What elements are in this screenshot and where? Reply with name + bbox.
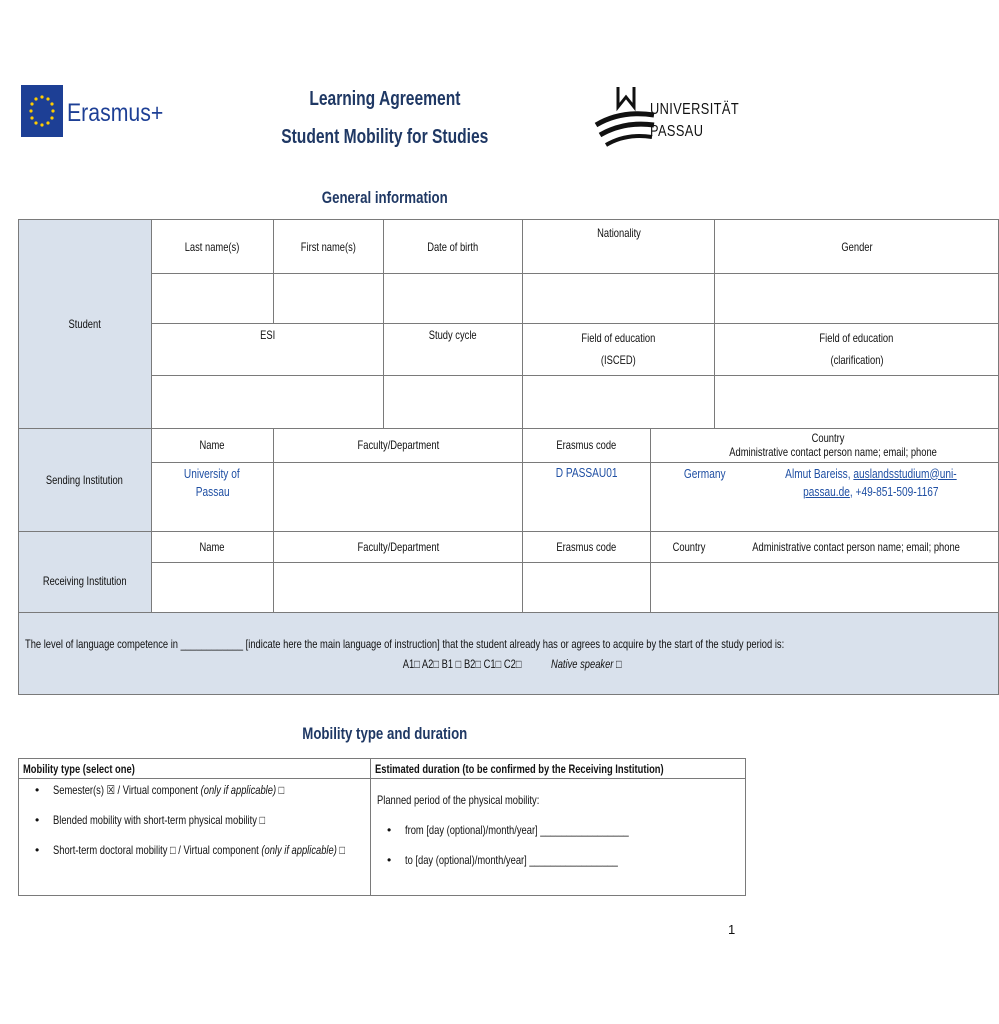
language-competence-cell (19, 613, 999, 695)
sending-col-country: Country (812, 431, 845, 446)
sending-col-contact: Administrative contact person name; email; phone (729, 445, 938, 460)
title-line-2: Student Mobility for Studies (281, 126, 489, 148)
study-cycle-field[interactable] (383, 375, 522, 428)
sending-contact-phone: , +49-851-509-1167 (849, 483, 939, 499)
planned-period-label: Planned period of the physical mobility: (376, 793, 540, 807)
receiving-col-country: Country (672, 539, 706, 554)
sending-institution-label: Sending Institution (46, 472, 124, 487)
first-name-field[interactable] (273, 274, 383, 323)
sending-contact-email[interactable]: auslandsstudium@uni- (852, 465, 957, 481)
general-information-table (18, 219, 999, 695)
sending-name-line1: University of (184, 465, 241, 481)
col-study-cycle: Study cycle (429, 327, 478, 342)
general-information-heading: General information (322, 188, 448, 207)
receiving-name-field[interactable] (151, 563, 273, 613)
university-emblem-icon (596, 85, 656, 153)
field-clarification-field[interactable] (715, 375, 999, 428)
sending-erasmus-code: D PASSAU01 (555, 464, 618, 480)
col-nationality: Nationality (596, 226, 641, 240)
sending-faculty-field[interactable] (273, 462, 522, 531)
mobility-option-semester[interactable]: • Semester(s) ☒ / Virtual component (only if applicable) □ (35, 783, 284, 797)
university-logo (596, 85, 740, 153)
only-if-applicable-note-2: (only if applicable) (260, 843, 337, 857)
mobility-option-semester-label: Semester(s) ☒ / Virtual component (52, 783, 201, 797)
col-esi: ESI (259, 327, 275, 342)
gender-field[interactable] (715, 274, 999, 323)
receiving-col-contact: Administrative contact person name; email; phone (752, 539, 960, 554)
mobility-heading: Mobility type and duration (302, 724, 468, 743)
native-speaker-option[interactable]: Native speaker □ (551, 656, 622, 671)
eu-flag-icon (21, 85, 63, 137)
sending-col-faculty: Faculty/Department (357, 438, 439, 453)
receiving-institution-label-cell (19, 531, 152, 613)
from-date-field[interactable]: • from [day (optional)/month/year] _________________ (386, 823, 629, 837)
receiving-institution-label: Receiving Institution (42, 574, 127, 589)
title-line-1: Learning Agreement (309, 88, 461, 110)
col-date-of-birth: Date of birth (427, 239, 479, 254)
to-date-label: to [day (optional)/month/year] _________________ (404, 853, 618, 867)
erasmus-logo (21, 85, 164, 137)
col-field-isced-line1: Field of education (581, 331, 656, 346)
sending-col-name: Name (199, 438, 225, 453)
mobility-option-doctoral-label: Short-term doctoral mobility □ / Virtual component (52, 843, 261, 857)
sending-country: Germany (683, 465, 726, 481)
language-competence-text: The level of language competence in ____________ [indicate here the main language of instruction] that the student already has or agrees to acquire by the start of the study period is: (25, 636, 785, 651)
virtual-checkbox-1[interactable]: □ (275, 783, 284, 797)
language-levels[interactable]: A1□ A2□ B1 □ B2□ C1□ C2□ (402, 656, 522, 671)
col-field-clarification-line1: Field of education (819, 331, 894, 346)
field-isced-field[interactable] (523, 375, 715, 428)
receiving-col-erasmus-code: Erasmus code (556, 539, 617, 554)
from-date-label: from [day (optional)/month/year] _________________ (404, 823, 629, 837)
esi-field[interactable] (151, 375, 383, 428)
receiving-erasmus-code-field[interactable] (523, 563, 650, 613)
mobility-option-blended-label: Blended mobility with short-term physical mobility □ (52, 813, 265, 827)
sending-institution-label-cell (19, 429, 152, 532)
receiving-col-faculty: Faculty/Department (357, 539, 439, 554)
col-field-clarification-line2: (clarification) (830, 353, 884, 368)
last-name-field[interactable] (151, 274, 273, 323)
nationality-field[interactable] (523, 274, 715, 323)
receiving-faculty-field[interactable] (273, 563, 522, 613)
col-field-isced-line2: (ISCED) (601, 353, 637, 368)
student-label-cell (19, 220, 152, 429)
col-last-name: Last name(s) (184, 239, 240, 254)
university-logo-line2: PASSAU (650, 123, 704, 140)
mobility-type-header: Mobility type (select one) (23, 761, 135, 776)
sending-col-erasmus-code: Erasmus code (556, 438, 617, 453)
sending-name-line2: Passau (195, 483, 230, 499)
page-number: 1 (728, 922, 736, 937)
student-label: Student (68, 317, 101, 332)
sending-contact-email-cont[interactable]: passau.de (802, 483, 850, 499)
only-if-applicable-note-1: (only if applicable) (200, 783, 276, 797)
mobility-option-doctoral[interactable]: • Short-term doctoral mobility □ / Virtual component (only if applicable) □ (35, 843, 345, 857)
receiving-col-name: Name (199, 539, 225, 554)
erasmus-logo-text: Erasmus+ (67, 99, 164, 127)
university-logo-line1: UNIVERSITÄT (650, 101, 740, 118)
mobility-option-blended[interactable]: • Blended mobility with short-term physical mobility □ (35, 813, 265, 827)
receiving-country-contact-field[interactable] (650, 563, 999, 613)
col-gender: Gender (841, 239, 873, 254)
date-of-birth-field[interactable] (383, 274, 522, 323)
estimated-duration-header: Estimated duration (to be confirmed by the Receiving Institution) (374, 761, 664, 776)
sending-contact-name: Almut Bareiss, (784, 465, 851, 481)
mobility-table (18, 758, 746, 896)
to-date-field[interactable]: • to [day (optional)/month/year] _________________ (386, 853, 618, 867)
col-first-name: First name(s) (300, 239, 356, 254)
virtual-checkbox-2[interactable]: □ (336, 843, 345, 857)
